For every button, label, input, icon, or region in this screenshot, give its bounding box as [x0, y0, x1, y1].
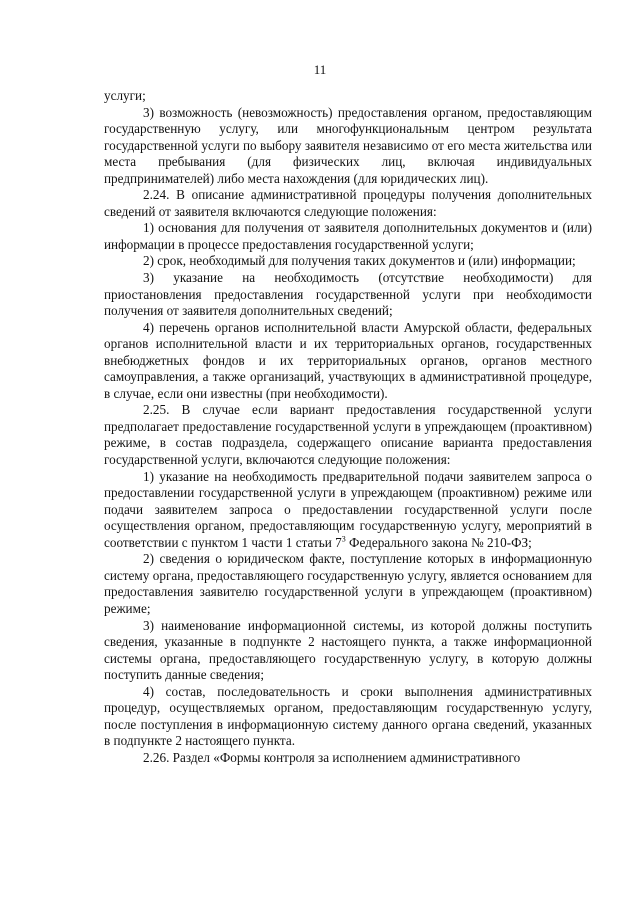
paragraph-item-3-possibility: 3) возможность (невозможность) предоставления органом, предоставляющим государственную услугу, или многофункциональным центром результата государственной услуги по выбору заявителя независимо от его места жительства или места пребывания (для физических лиц, включая индивидуальных предпринимателей) либо места нахождения (для юридических лиц).: [104, 104, 592, 186]
document-body: [104, 88, 592, 766]
paragraph-continuation: услуги;: [104, 88, 146, 103]
paragraph-2-25-item-1-text: 1) указание на необходимость предварительной подачи заявителем запроса о предоставлении государственной услуги в упреждающем (проактивном) режиме или подачи заявителем запроса о предоставлении государственной услуги после осуществления органом, предоставляющим государственную услугу, мероприятий в соответствии с пунктом 1 части 1 статьи 7: [104, 468, 592, 550]
paragraph-2-25-item-1-text-end: Федерального закона № 210-ФЗ;: [345, 534, 532, 550]
page-number: 11: [313, 62, 327, 77]
paragraph-2-25-item-4: 4) состав, последовательность и сроки выполнения административных процедур, осуществляемых органом, предоставляющим государственную услугу, после поступления в информационную систему данного органа сведений, указанных в подпункте 2 настоящего пункта.: [104, 683, 592, 749]
paragraph-2-24-item-4: 4) перечень органов исполнительной власти Амурской области, федеральных органов исполнительной власти и их территориальных органов, государственных внебюджетных фондов и их территориальных органов, органов местного самоуправления, а также организаций, участвующих в административной процедуре, в случае, если они известны (при необходимости).: [104, 319, 592, 401]
paragraph-2-25: 2.25. В случае если вариант предоставления государственной услуги предполагает предоставление государственной услуги в упреждающем (проактивном) режиме, в состав подраздела, содержащего описание варианта предоставления государственной услуги, включаются следующие положения:: [104, 402, 592, 468]
paragraph-2-25-item-1: [104, 469, 592, 552]
paragraph-2-25-item-3: 3) наименование информационной системы, из которой должны поступить сведения, указанные в подпункте 2 настоящего пункта, а также информационной системы органа, предоставляющего государственную услугу, в которую должны поступить данные сведения;: [104, 617, 592, 683]
paragraph-2-24: 2.24. В описание административной процедуры получения дополнительных сведений от заявителя включаются следующие положения:: [104, 187, 592, 219]
paragraph-2-24-item-2: 2) срок, необходимый для получения таких документов и (или) информации;: [143, 253, 576, 269]
paragraph-2-25-item-2: 2) сведения о юридическом факте, поступление которых в информационную систему органа, предоставляющего государственную услугу, является основанием для предоставления заявителю государственной услуги в упреждающем (проактивном) режиме;: [104, 551, 592, 616]
paragraph-2-24-item-1: 1) основания для получения от заявителя дополнительных документов и (или) информации в процессе предоставления государственной услуги;: [104, 220, 592, 252]
superscript-article-number: 3: [341, 534, 346, 544]
paragraph-2-26: 2.26. Раздел «Формы контроля за исполнением административного: [143, 749, 521, 765]
paragraph-2-24-item-3: 3) указание на необходимость (отсутствие необходимости) для приостановления предоставления государственной услуги при необходимости получения от заявителя дополнительных сведений;: [104, 270, 592, 319]
